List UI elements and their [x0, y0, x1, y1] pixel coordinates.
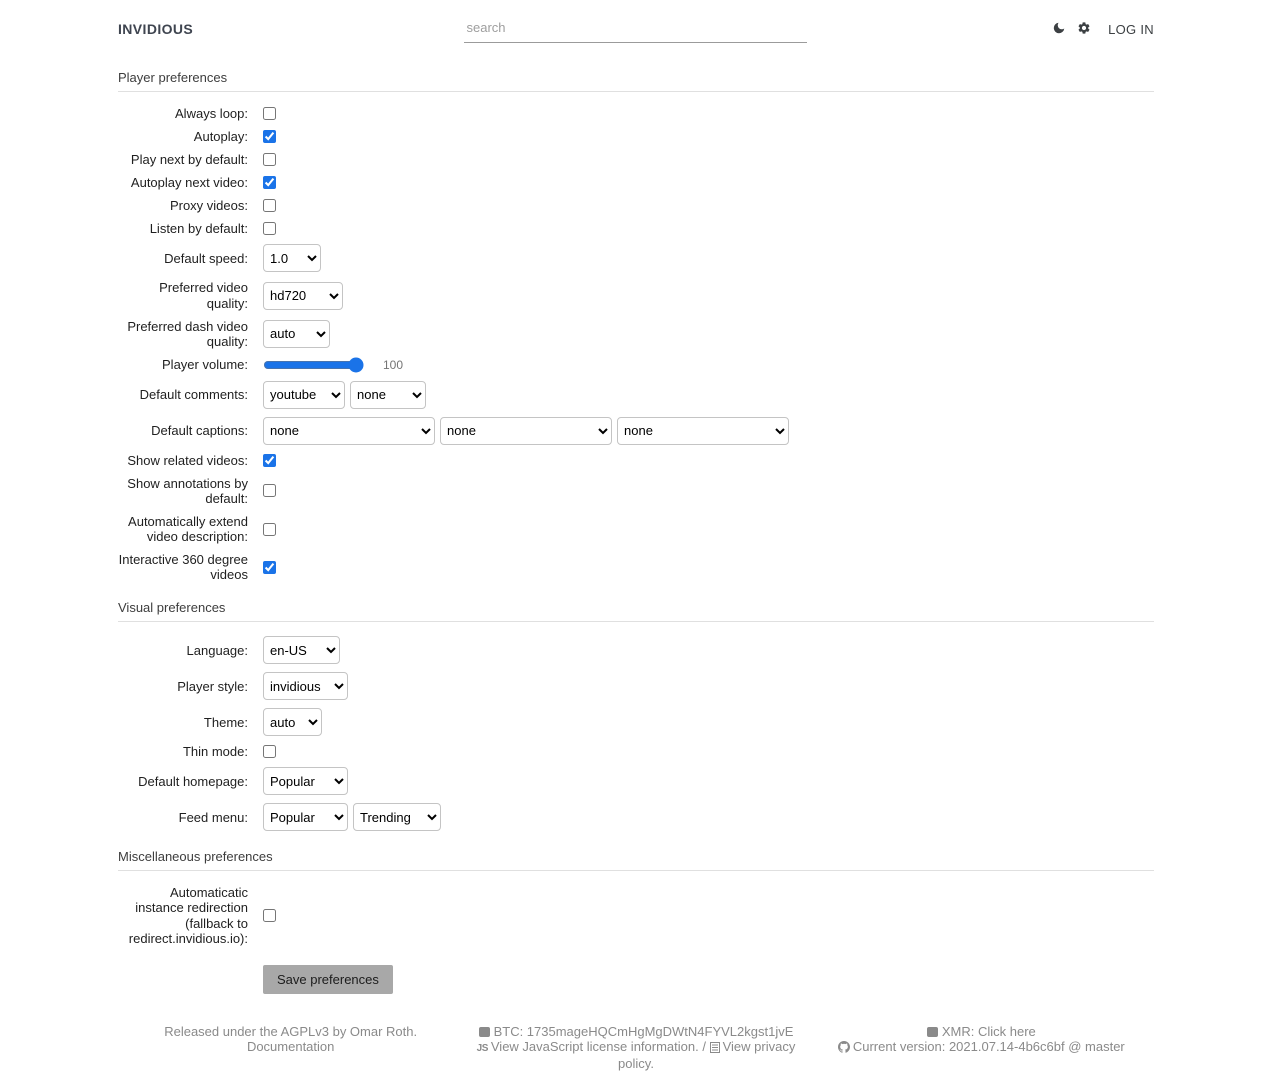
default-captions-label: Default captions: [151, 423, 248, 439]
pref-row-play-next [118, 152, 1154, 167]
version-link[interactable]: Current version: 2021.07.14-4b6c6bf @ master [852, 1039, 1125, 1055]
pref-row-preferred-quality [118, 280, 1154, 310]
pref-row-theme [118, 708, 1154, 736]
js-icon: JS [476, 1043, 488, 1055]
extend-description-checkbox[interactable] [263, 523, 276, 536]
pref-row-feed-menu [118, 803, 1154, 831]
auto-redirect-label: Automaticatic instance redirection (fallback to redirect.invidious.io): [128, 885, 248, 946]
section-divider [118, 91, 1154, 92]
btc-icon [479, 1027, 490, 1037]
proxy-videos-label: Proxy videos: [169, 198, 248, 214]
privacy-policy-icon [710, 1041, 720, 1056]
pref-row-vr-mode [118, 552, 1154, 582]
login-link[interactable]: LOG IN [1108, 21, 1154, 37]
pref-row-preferred-dash-quality [118, 319, 1154, 349]
player-volume-label: Player volume: [162, 357, 248, 373]
related-videos-checkbox[interactable] [263, 454, 276, 467]
save-preferences-button[interactable]: Save preferences [263, 965, 393, 994]
pref-row-player-volume [118, 357, 1154, 373]
pref-row-language [118, 636, 1154, 664]
proxy-videos-checkbox[interactable] [263, 199, 276, 212]
js-license-link[interactable]: View JavaScript license information. [490, 1039, 699, 1055]
dark-mode-toggle[interactable] [1052, 21, 1066, 38]
play-next-checkbox[interactable] [263, 153, 276, 166]
extend-description-label: Automatically extend video description: [128, 514, 248, 545]
annotations-checkbox[interactable] [263, 484, 276, 497]
pref-row-autoplay-next [118, 175, 1154, 190]
privacy-policy-link[interactable]: View privacy policy. [618, 1039, 796, 1072]
player-volume-slider[interactable] [263, 357, 364, 373]
pref-row-autoplay [118, 129, 1154, 144]
annotations-label: Show annotations by default: [127, 475, 248, 506]
site-footer [118, 1024, 1154, 1092]
footer-right [809, 1024, 1154, 1072]
pref-row-related-videos [118, 453, 1154, 468]
default-comments-select-2[interactable] [350, 381, 426, 409]
default-captions-select-3[interactable] [617, 417, 789, 445]
feed-menu-select-2[interactable] [353, 803, 441, 831]
thin-mode-checkbox[interactable] [263, 745, 276, 758]
search-input[interactable] [464, 15, 807, 43]
listen-default-label: Listen by default: [149, 221, 248, 237]
default-captions-select-2[interactable] [440, 417, 612, 445]
autoplay-checkbox[interactable] [263, 130, 276, 143]
default-homepage-label: Default homepage: [138, 773, 248, 789]
footer-left [118, 1024, 463, 1072]
top-navbar [118, 0, 1154, 52]
preferred-dash-quality-label: Preferred dash video quality: [127, 318, 248, 349]
documentation-link[interactable]: Documentation [246, 1039, 335, 1055]
pref-row-default-comments [118, 381, 1154, 409]
default-speed-label: Default speed: [164, 250, 248, 266]
license-link[interactable]: Released under the AGPLv3 by Omar Roth. [164, 1023, 418, 1039]
language-label: Language: [186, 642, 248, 658]
section-divider [118, 621, 1154, 622]
always-loop-label: Always loop: [175, 106, 248, 121]
moon-icon [1052, 21, 1066, 38]
autoplay-next-label: Autoplay next video: [130, 175, 248, 191]
pref-row-proxy-videos [118, 198, 1154, 213]
gear-icon [1077, 21, 1091, 38]
always-loop-checkbox[interactable] [263, 107, 276, 120]
pref-row-thin-mode [118, 744, 1154, 759]
default-homepage-select[interactable] [263, 767, 348, 795]
section-title-misc: Miscellaneous preferences [118, 849, 273, 865]
listen-default-checkbox[interactable] [263, 222, 276, 235]
section-title-visual: Visual preferences [118, 600, 226, 616]
play-next-label: Play next by default: [130, 152, 248, 168]
brand-link[interactable]: INVIDIOUS [118, 21, 194, 37]
default-comments-select-1[interactable] [263, 381, 345, 409]
auto-redirect-checkbox[interactable] [263, 909, 276, 922]
footer-middle [463, 1024, 808, 1072]
feed-menu-select-1[interactable] [263, 803, 348, 831]
language-select[interactable] [263, 636, 340, 664]
section-divider [118, 870, 1154, 871]
related-videos-label: Show related videos: [127, 452, 248, 468]
feed-menu-label: Feed menu: [178, 809, 248, 825]
autoplay-next-checkbox[interactable] [263, 176, 276, 189]
xmr-link[interactable]: XMR: Click here [941, 1023, 1036, 1039]
player-volume-value: 100 [383, 357, 404, 372]
player-style-select[interactable] [263, 672, 348, 700]
pref-row-default-speed [118, 244, 1154, 272]
navbar-right [809, 21, 1154, 38]
pref-row-auto-redirect [118, 885, 1154, 945]
btc-address: BTC: 1735mageHQCmHgMgDWtN4FYVL2kgst1jvE [493, 1023, 794, 1039]
save-row [263, 965, 1154, 994]
section-title-player: Player preferences [118, 70, 228, 85]
preferences-link[interactable] [1077, 21, 1091, 38]
preferred-dash-quality-select[interactable] [263, 320, 330, 348]
autoplay-label: Autoplay: [193, 129, 248, 145]
preferred-quality-select[interactable] [263, 282, 343, 310]
pref-row-default-homepage [118, 767, 1154, 795]
thin-mode-label: Thin mode: [182, 744, 248, 760]
pref-row-listen-default [118, 221, 1154, 236]
theme-select[interactable] [263, 708, 322, 736]
github-icon [838, 1041, 850, 1056]
preferred-quality-label: Preferred video quality: [159, 280, 248, 311]
default-speed-select[interactable] [263, 244, 321, 272]
pref-row-always-loop [118, 106, 1154, 121]
pref-row-player-style [118, 672, 1154, 700]
vr-mode-checkbox[interactable] [263, 561, 276, 574]
xmr-icon [927, 1027, 938, 1037]
navbar-left [118, 21, 463, 37]
footer-separator: / [702, 1039, 706, 1055]
page-container [118, 0, 1154, 1092]
pref-row-annotations [118, 476, 1154, 506]
pref-row-extend-description [118, 514, 1154, 544]
vr-mode-label: Interactive 360 degree videos [118, 552, 248, 583]
navbar-center [463, 15, 808, 43]
player-style-label: Player style: [177, 678, 248, 694]
default-captions-select-1[interactable] [263, 417, 435, 445]
default-comments-label: Default comments: [139, 387, 248, 403]
theme-label: Theme: [203, 714, 248, 730]
pref-row-default-captions [118, 417, 1154, 445]
